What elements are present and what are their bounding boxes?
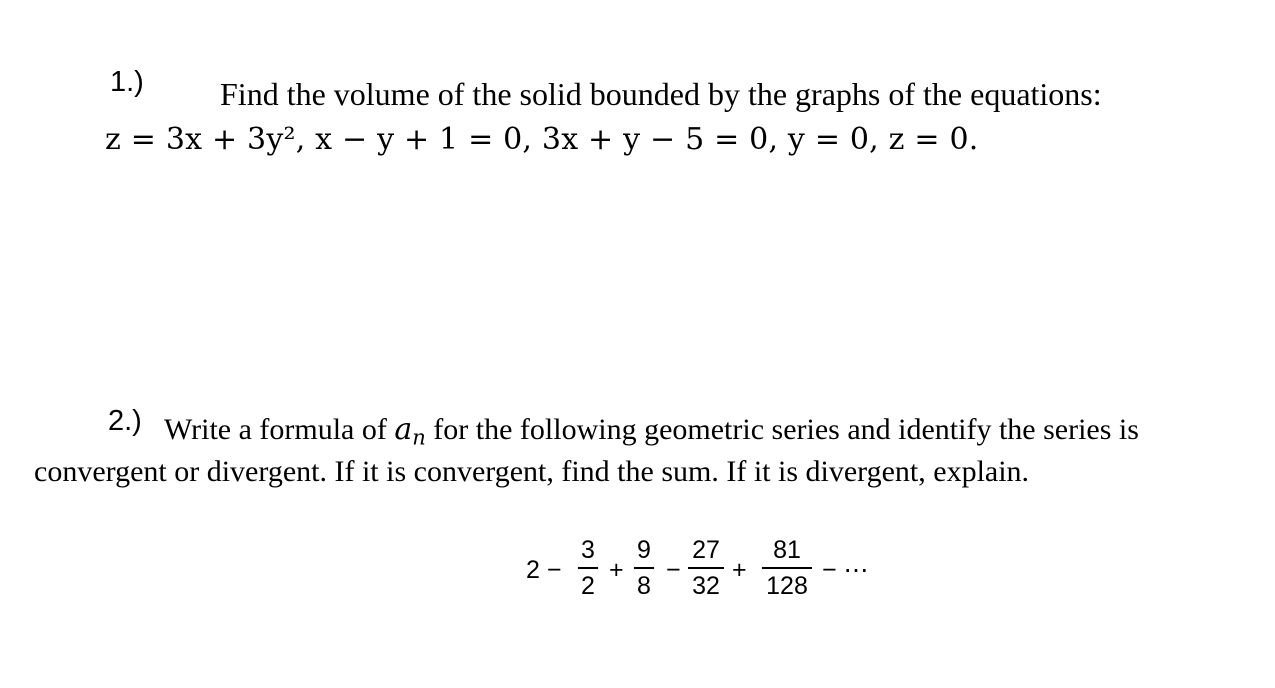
fraction-bar — [634, 567, 654, 569]
series-op-2: − — [666, 556, 681, 584]
term-1-denominator: 2 — [581, 572, 595, 600]
fraction-bar — [762, 567, 812, 569]
series-tail: − ⋯ — [822, 556, 869, 584]
problem-1-number: 1.) — [110, 66, 144, 98]
a-n-symbol — [394, 412, 426, 450]
fraction-bar — [578, 567, 598, 569]
problem-2-prompt-line-2: convergent or divergent. If it is convergent, find the sum. If it is divergent, explain. — [34, 455, 1030, 488]
problem-2-prompt-line-1 — [164, 412, 1139, 449]
series-term-4 — [762, 535, 812, 601]
series-term-1 — [578, 535, 598, 601]
series-op-3: + — [732, 556, 747, 584]
term-1-numerator: 3 — [581, 536, 595, 564]
series-term-3 — [688, 535, 724, 601]
term-3-numerator: 27 — [692, 536, 720, 564]
a-symbol: a — [394, 412, 413, 447]
term-3-denominator: 32 — [692, 572, 720, 600]
fraction-bar — [688, 567, 724, 569]
term-4-denominator: 128 — [766, 572, 808, 600]
prompt-text-before: Write a formula of — [164, 413, 395, 446]
prompt-text-after: for the following geometric series and identify the series is — [425, 413, 1139, 446]
problem-1-equations: z = 3x + 3y², x − y + 1 = 0, 3x + y − 5 = 0, y = 0, z = 0. — [105, 122, 979, 157]
term-4-numerator: 81 — [773, 536, 801, 564]
series-term-2 — [634, 535, 654, 601]
term-2-numerator: 9 — [637, 536, 651, 564]
series-op-1: + — [609, 556, 624, 584]
problem-2-number: 2.) — [108, 405, 142, 437]
series-lead: 2 − — [526, 556, 562, 584]
problem-1-prompt: Find the volume of the solid bounded by the graphs of the equations: — [220, 76, 1102, 112]
term-2-denominator: 8 — [637, 572, 651, 600]
n-subscript: n — [412, 425, 426, 450]
